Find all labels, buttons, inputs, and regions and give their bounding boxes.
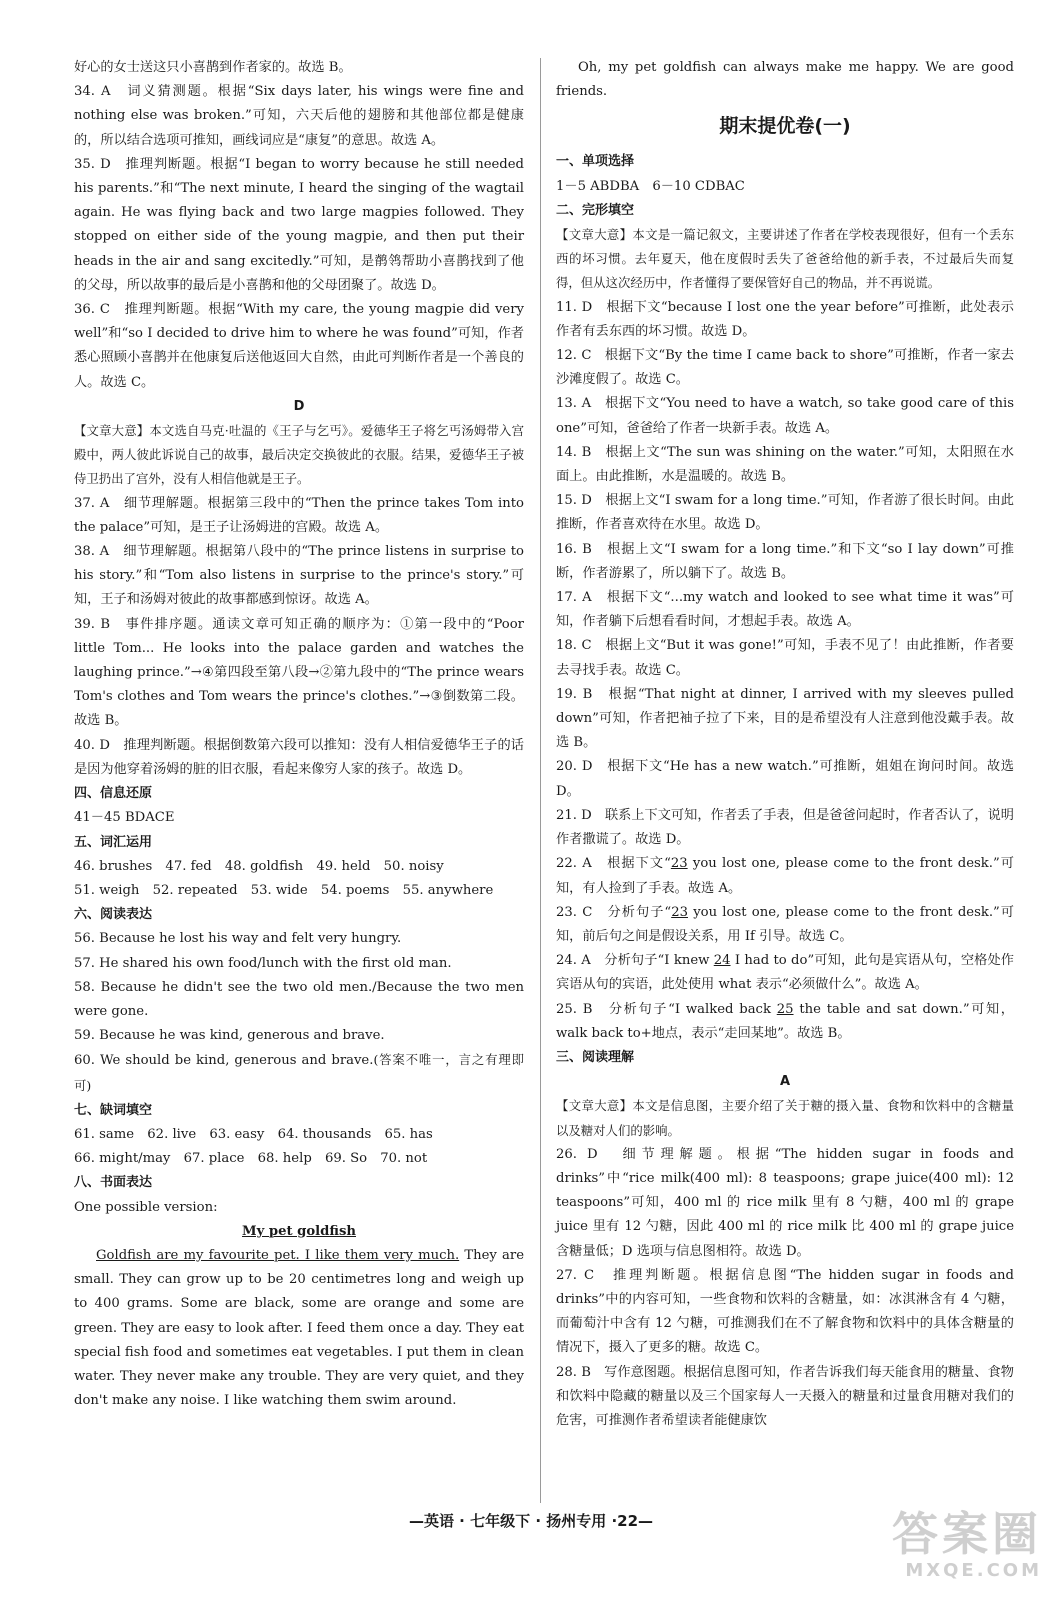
watermark-text: 答案圈	[892, 1507, 1042, 1561]
section-heading-4: 四、信息还原	[74, 786, 153, 802]
section-heading-7: 七、缺词填空	[74, 1102, 153, 1118]
answer-34: 34. A 词义猜测题。根据“Six days later, his wings were fine and nothing else was broken.”可知，六天后他的翅膀和其他部位都是健康的，所以结合选项可推知，画线词应是“康复”的意思。故选 A。	[74, 84, 524, 148]
answer-58: 58. Because he didn't see the two old men./Because the two men were gone.	[74, 979, 524, 1019]
answer-60-note: (答案不唯一，言之有理即可)	[74, 1052, 524, 1093]
answer-22-text: 22. A 根据下文“	[556, 856, 671, 872]
part-heading-a: A	[779, 1074, 791, 1090]
answer-20: 20. D 根据下文“He has a new watch.”可推断，姐姐在询问时间。故选 D。	[556, 759, 1014, 799]
section-heading-5: 五、词汇运用	[74, 834, 153, 850]
answer-60-text: 60. We should be kind, generous and brave.	[74, 1053, 374, 1069]
section-heading-6: 六、阅读表达	[74, 907, 153, 923]
summary-cloze: 【文章大意】本文是一篇记叙文，主要讲述了作者在学校表现很好，但有一个丢东西的坏习惯。去年夏天，他在度假时丢失了爸爸给他的新手表，不过最后失而复得，但从这次经历中，作者懂得了要保管好自己的物品，并不再说谎。	[556, 227, 1014, 291]
answers-1-10: 1－5 ABDBA 6－10 CDBAC	[556, 178, 745, 194]
answer-12: 12. C 根据下文“By the time I came back to shore”可推断，作者一家去沙滩度假了。故选 C。	[556, 348, 1014, 388]
answer-11: 11. D 根据下文“because I lost one the year before”可推断，此处表示作者有丢东西的坏习惯。故选 D。	[556, 299, 1014, 339]
answer-25-blank: 25	[776, 1001, 794, 1017]
page-footer: —英语 · 七年级下 · 扬州专用 ·22—	[408, 1512, 654, 1530]
exam-title: 期末提优卷(一)	[719, 115, 851, 138]
answer-14: 14. B 根据上文“The sun was shining on the water.”可知，太阳照在水面上。由此推断，水是温暖的。故选 B。	[556, 444, 1014, 485]
answer-28: 28. B 写作意图题。根据信息图可知，作者告诉我们每天能食用的糖量、食物和饮料中隐藏的糖量以及三个国家每人一天摄入的糖量和过量食用糖对我们的危害，可推测作者希望读者能健康饮	[556, 1364, 1014, 1428]
watermark-url: MXQE.COM	[905, 1560, 1042, 1581]
answers-66-70: 66. might/may 67. place 68. help 69. So 70. not	[74, 1151, 428, 1167]
answer-56: 56. Because he lost his way and felt very hungry.	[74, 931, 402, 947]
answer-39: 39. B 事件排序题。通读文章可知正确的顺序为：①第一段中的“Poor little Tom... He looks into the palace garden and watches the laughing prince.”→④第四段至第八段→②第九段中的“The prince wears Tom's clothes and Tom wears the prince's clothes.”→③倒数第二段。故选 B。	[74, 616, 524, 729]
answer-13: 13. A 根据下文“You need to have a watch, so take good care of this one”可知，爸爸给了作者一块新手表。故选 A。	[556, 396, 1014, 436]
answer-57: 57. He shared his own food/lunch with the first old man.	[74, 955, 452, 971]
answer-18: 18. C 根据上文“But it was gone!”可知，手表不见了！由此推断，作者要去寻找手表。故选 C。	[556, 638, 1014, 678]
answer-25	[556, 998, 1014, 1046]
answer-24-text: 24. A 分析句子“I knew	[556, 953, 714, 969]
answer-22-text-end: you lost one, please come to the front desk.”可知，有人捡到了手表。故选 A。	[556, 856, 1014, 896]
answer-22	[556, 852, 1014, 900]
answer-23-text: 23. C 分析句子“	[556, 904, 672, 920]
answer-38: 38. A 细节理解题。根据第八段中的“The prince listens in surprise to his story.”和“Tom also listens in surprise to the prince's story.”可知，王子和汤姆对彼此的故事都感到惊讶。故选 A。	[74, 544, 524, 608]
answer-24-text-end: I had to do”可知，此句是宾语从句，空格处作宾语从句的宾语，此处使用 what 表示“必须做什么”。故选 A。	[556, 953, 1014, 993]
section-heading-3: 三、阅读理解	[556, 1049, 635, 1065]
answer-23-blank: 23	[671, 904, 688, 920]
answer-24	[556, 949, 1014, 997]
answer-37: 37. A 细节理解题。根据第三段中的“Then the prince takes Tom into the palace”可知，是王子让汤姆进的宫殿。故选 A。	[74, 495, 524, 535]
essay-body	[74, 1244, 524, 1413]
answer-59: 59. Because he was kind, generous and brave.	[74, 1028, 385, 1044]
summary-a: 【文章大意】本文是信息图，主要介绍了关于糖的摄入量、食物和饮料中的含糖量以及糖对人们的影响。	[556, 1098, 1014, 1138]
answers-46-50: 46. brushes 47. fed 48. goldfish 49. held 50. noisy	[74, 858, 444, 874]
watermark-logo	[892, 1508, 1042, 1581]
essay-title: My pet goldfish	[242, 1223, 356, 1239]
left-column	[74, 56, 524, 1413]
answer-24-blank: 24	[713, 953, 731, 969]
answer-26: 26. D 细节理解题。根据“The hidden sugar in foods and drinks”中“rice milk(400 ml): 8 teaspoons; grape juice(400 ml): 12 teaspoons”可知，400 ml 的 rice milk 里有 8 勺糖，400 ml 的 grape juice 里有 12 勺糖，因此 400 ml 的 rice milk 比 400 ml 的 grape juice 含糖量低；D 选项与信息图相符。故选 D。	[556, 1146, 1014, 1259]
answer-22-blank: 23	[670, 856, 688, 872]
essay-ending: Oh, my pet goldfish can always make me happy. We are good friends.	[556, 60, 1014, 100]
answers-61-65: 61. same 62. live 63. easy 64. thousands 65. has	[74, 1126, 433, 1142]
answer-23	[556, 901, 1014, 949]
right-column	[556, 56, 1014, 1433]
answer-25-text-end: the table and sat down.”可知，walk back to+地点，表示“走回某地”。故选 B。	[556, 1001, 1014, 1041]
section-heading-2: 二、完形填空	[556, 202, 635, 218]
answer-60	[74, 1048, 524, 1098]
answers-51-55: 51. weigh 52. repeated 53. wide 54. poems 55. anywhere	[74, 882, 494, 898]
answer-25-text: 25. B 分析句子“I walked back	[556, 1001, 777, 1017]
part-heading-d: D	[293, 398, 305, 414]
answer-36: 36. C 推理判断题。根据“With my care, the young magpie did very well”和“so I decided to drive him to where he was found”可知，作者悉心照顾小喜鹊并在他康复后送他返回大自然，由此可判断作者是一个善良的人。故选 C。	[74, 302, 524, 390]
answer-27: 27. C 推理判断题。根据信息图“The hidden sugar in foods and drinks”中的内容可知，一些食物和饮料的含糖量，如：冰淇淋含有 4 勺糖，而葡萄汁中含有 12 勺糖，可推测我们在不了解食物和饮料中的具体含糖量的情况下，摄入了更多的糖。故选 C。	[556, 1267, 1014, 1356]
answers-41-45: 41－45 BDACE	[74, 810, 175, 826]
summary-d: 【文章大意】本文选自马克·吐温的《王子与乞丐》。爱德华王子将乞丐汤姆带入宫殿中，两人彼此诉说自己的故事，最后决定交换彼此的衣服。结果，爱德华王子被侍卫扔出了宫外，没有人相信他就是王子。	[74, 423, 524, 487]
essay-topic-sentence: Goldfish are my favourite pet. I like them very much.	[96, 1247, 460, 1263]
answer-15: 15. D 根据上文“I swam for a long time.”可知，作者游了很长时间。由此推断，作者喜欢待在水里。故选 D。	[556, 493, 1014, 533]
possible-version-label: One possible version:	[74, 1199, 218, 1215]
answer-paragraph: 好心的女士送这只小喜鹊到作者家的。故选 B。	[74, 60, 352, 75]
column-divider	[540, 58, 541, 1503]
section-heading-8: 八、书面表达	[74, 1175, 153, 1191]
section-heading-1: 一、单项选择	[556, 154, 635, 170]
answer-40: 40. D 推理判断题。根据倒数第六段可以推知：没有人相信爱德华王子的话是因为他穿着汤姆的脏的旧衣服，看起来像穷人家的孩子。故选 D。	[74, 737, 524, 777]
answer-35: 35. D 推理判断题。根据“I began to worry because he still needed his parents.”和“The next minute, I heard the singing of the wagtail again. He was flying back and two large magpies followed. They stopped on either side of the young magpie, and then put their heads in the air and sang excitedly.”可知，是鹡鸰帮助小喜鹊找到了他的父母，所以故事的最后是小喜鹊和他的父母团聚了。故选 D。	[74, 156, 524, 293]
answer-21: 21. D 联系上下文可知，作者丢了手表，但是爸爸问起时，作者否认了，说明作者撒谎了。故选 D。	[556, 807, 1014, 848]
essay-body-text: They are small. They can grow up to be 20 centimetres long and weigh up to 400 grams. Some are black, some are orange and some are green. They are easy to look after. I feed them once a day. They eat special fish food and sometimes eat vegetables. I put them in clean water. They never make any trouble. They are very quiet, and they don't make any noise. I like watching them swim around.	[74, 1247, 525, 1409]
answer-19: 19. B 根据“That night at dinner, I arrived with my sleeves pulled down”可知，作者把袖子拉了下来，目的是希望没有人注意到他没戴手表。故选 B。	[556, 686, 1014, 751]
answer-17: 17. A 根据下文“...my watch and looked to see what time it was”可知，作者躺下后想看看时间，才想起手表。故选 A。	[556, 590, 1014, 630]
answer-16: 16. B 根据上文“I swam for a long time.”和下文“so I lay down”可推断，作者游累了，所以躺下了。故选 B。	[556, 541, 1014, 581]
answer-23-text-end: you lost one, please come to the front desk.”可知，前后句之间是假设关系，用 If 引导。故选 C。	[556, 904, 1014, 944]
